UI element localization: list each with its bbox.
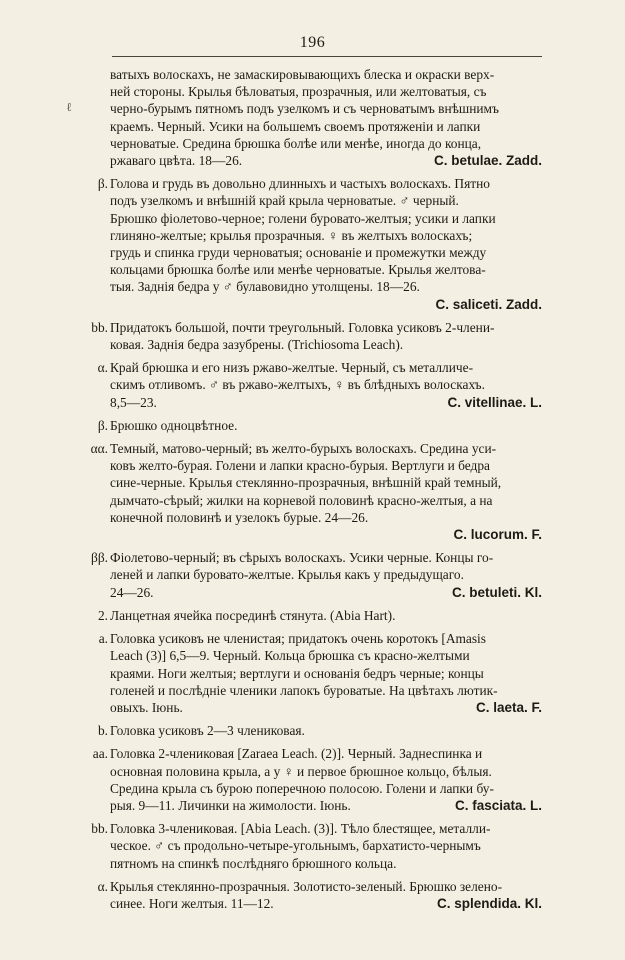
entry-line: голеней и послѣдніе членики лапокъ буроватые. На цвѣтахъ лютик-: [110, 682, 498, 698]
key-entry: [91, 820, 542, 872]
page-text: [0, 66, 625, 912]
entry-marker: bb.: [91, 821, 108, 837]
entry-line: грудь и спинка груди черноватыя; основаніе и промежутки между: [110, 245, 487, 261]
entry-line: основная половина крыла, а у ♀ и первое брюшное кольцо, бѣлыя.: [110, 763, 492, 779]
entry-line: сине-черные. Крылья стеклянно-прозрачныя, внѣшній край темный,: [110, 475, 502, 491]
entry-marker: aa.: [92, 746, 108, 762]
entry-last-text: рыя. 9—11. Личинки на жимолости. Іюнь.: [110, 797, 351, 813]
entry-line: черноватые. Средина брюшка болѣе или менѣе, иногда до конца,: [110, 135, 482, 151]
entry-line: краемъ. Черный. Усики на большемъ своемъ протяженіи и лапки: [110, 118, 481, 134]
header-rule: [112, 56, 542, 57]
entry-line: ватыхъ волоскахъ, не замаскировывающихъ блеска и окраски верх-: [110, 67, 495, 82]
entry-last-line: [110, 797, 542, 814]
page-number: 196: [299, 34, 326, 51]
entry-last-line: [110, 584, 542, 601]
entry-line: Фіолетово-черный; въ сѣрыхъ волоскахъ. Усики черные. Концы го-: [110, 550, 494, 566]
key-entry: [97, 359, 542, 411]
entry-line: Придатокъ большой, почти треугольный. Головка усиковъ 2-члени-: [110, 319, 495, 335]
species-name: C. laeta. F.: [475, 699, 542, 715]
entry-line: Брюшко фіолетово-черное; голени буровато-желтыя; усики и лапки: [110, 210, 496, 226]
entry-last-line: [110, 699, 542, 716]
entry-last-text: ржаваго цвѣта. 18—26.: [110, 153, 243, 169]
entry-line: Брюшко одноцвѣтное.: [110, 417, 238, 433]
species-name: C. saliceti. Zadd.: [435, 296, 542, 312]
key-entry: [97, 175, 542, 313]
entry-last-line: [110, 152, 542, 169]
entry-marker: b.: [97, 723, 108, 739]
entry-marker: α.: [97, 878, 108, 894]
key-entry: [97, 607, 542, 624]
entry-line: черно-бурымъ пятномъ подъ узелкомъ и съ черноватымъ внѣшнимъ: [110, 101, 499, 117]
key-entry: [97, 722, 542, 739]
entry-line: тыя. Заднія бедра у ♂ булавовидно утолщены. 18—26.: [110, 279, 420, 295]
entry-last-text: синее. Ноги желтыя. 11—12.: [110, 895, 274, 911]
entry-line: скимъ отливомъ. ♂ въ ржаво-желтыхъ, ♀ въ блѣдныхъ волоскахъ.: [110, 377, 485, 393]
entry-line: дымчато-сѣрый; жилки на корневой половинѣ красно-желтыя, а на: [110, 492, 493, 508]
species-name: C. betulae. Zadd.: [433, 153, 542, 169]
entry-line: ковая. Заднія бедра зазубрены. (Trichiosoma Leach).: [110, 337, 404, 353]
entry-line: ческое. ♂ съ продольно-четыре-угольнымъ, бархатисто-чернымъ: [110, 838, 481, 854]
entry-line: Головка 3-члениковая. [Abia Leach. (3)]. Тѣло блестящее, металли-: [110, 821, 491, 837]
entry-line: Голова и грудь въ довольно длинныхъ и частыхъ волоскахъ. Пятно: [110, 176, 490, 192]
species-name: C. betuleti. Kl.: [451, 584, 542, 600]
entry-marker: αα.: [90, 441, 108, 457]
entry-last-line: [110, 895, 542, 912]
key-entry: [91, 549, 542, 601]
entry-marker: 2.: [97, 607, 108, 623]
entry-line: Leach (3)] 6,5—9. Черный. Кольца брюшка съ красно-желтыми: [110, 648, 470, 664]
entry-line: краями. Ноги желтыя; вертлуги и основанія бедръ черные; концы: [110, 665, 484, 681]
entry-line: Средина крыла съ бурою поперечною полосою. Голени и лапки бу-: [110, 780, 494, 796]
species-name: C. splendida. Kl.: [436, 895, 542, 911]
entry-marker: bb.: [91, 319, 108, 335]
key-entry: [97, 878, 542, 912]
entry-last-text: 24—26.: [110, 584, 154, 600]
key-entry: [97, 417, 542, 434]
margin-mark: ℓ: [66, 100, 72, 114]
entry-line: ковъ желто-бурая. Голени и лапки красно-бурыя. Вертлуги и бедра: [110, 458, 490, 474]
entry-marker: ββ.: [91, 550, 108, 566]
entry-line: кольцами брюшка болѣе или менѣе черноватые. Крылья желтова-: [110, 262, 486, 278]
entry-line: подъ узелкомъ и внѣшній край крыла черноватые. ♂ черный.: [110, 193, 459, 209]
entry-line: глиняно-желтые; крылья прозрачныя. ♀ въ желтыхъ волоскахъ;: [110, 227, 473, 243]
entry-line: леней и лапки буровато-желтые. Крылья какъ у предыдущаго.: [110, 567, 464, 583]
key-entry: [90, 440, 542, 543]
entry-line: Головка 2-члениковая [Zaraea Leach. (2)]. Черный. Заднеспинка и: [110, 746, 483, 762]
key-entry: [98, 630, 542, 716]
entry-line: Головка усиковъ 2—3 члениковая.: [110, 723, 305, 739]
entry-marker: β.: [97, 417, 108, 433]
entry-last-text: 8,5—23.: [110, 394, 157, 410]
entry-line: Ланцетная ячейка посрединѣ стянута. (Abia Hart).: [110, 607, 396, 623]
key-entry: [92, 745, 542, 814]
entry-line: Головка усиковъ не членистая; придатокъ очень коротокъ [Amasis: [110, 631, 486, 647]
key-entry: [91, 319, 542, 353]
entry-last-line: [110, 394, 542, 411]
entry-marker: β.: [97, 176, 108, 192]
entry-line: Крылья стеклянно-прозрачныя. Золотисто-зеленый. Брюшко зелено-: [110, 878, 503, 894]
species-name: C. lucorum. F.: [453, 527, 542, 543]
entry-last-text: овыхъ. Іюнь.: [110, 699, 183, 715]
entry-line: Край брюшка и его низъ ржаво-желтые. Черный, съ металличе-: [110, 360, 474, 376]
entry-marker: a.: [98, 631, 108, 647]
entry-line: конечной половинѣ и узелокъ бурые. 24—26.: [110, 509, 369, 525]
key-entry: [110, 66, 542, 169]
species-name: C. vitellinae. L.: [447, 394, 542, 410]
species-name: C. fasciata. L.: [454, 797, 542, 813]
entry-line: ней стороны. Крылья бѣловатыя, прозрачныя, или желтоватыя, съ: [110, 84, 487, 100]
entry-line: пятномъ на спинкѣ послѣдняго брюшного кольца.: [110, 855, 397, 871]
entry-line: Темный, матово-черный; въ желто-бурыхъ волоскахъ. Средина уси-: [110, 441, 497, 457]
entry-marker: α.: [97, 360, 108, 376]
